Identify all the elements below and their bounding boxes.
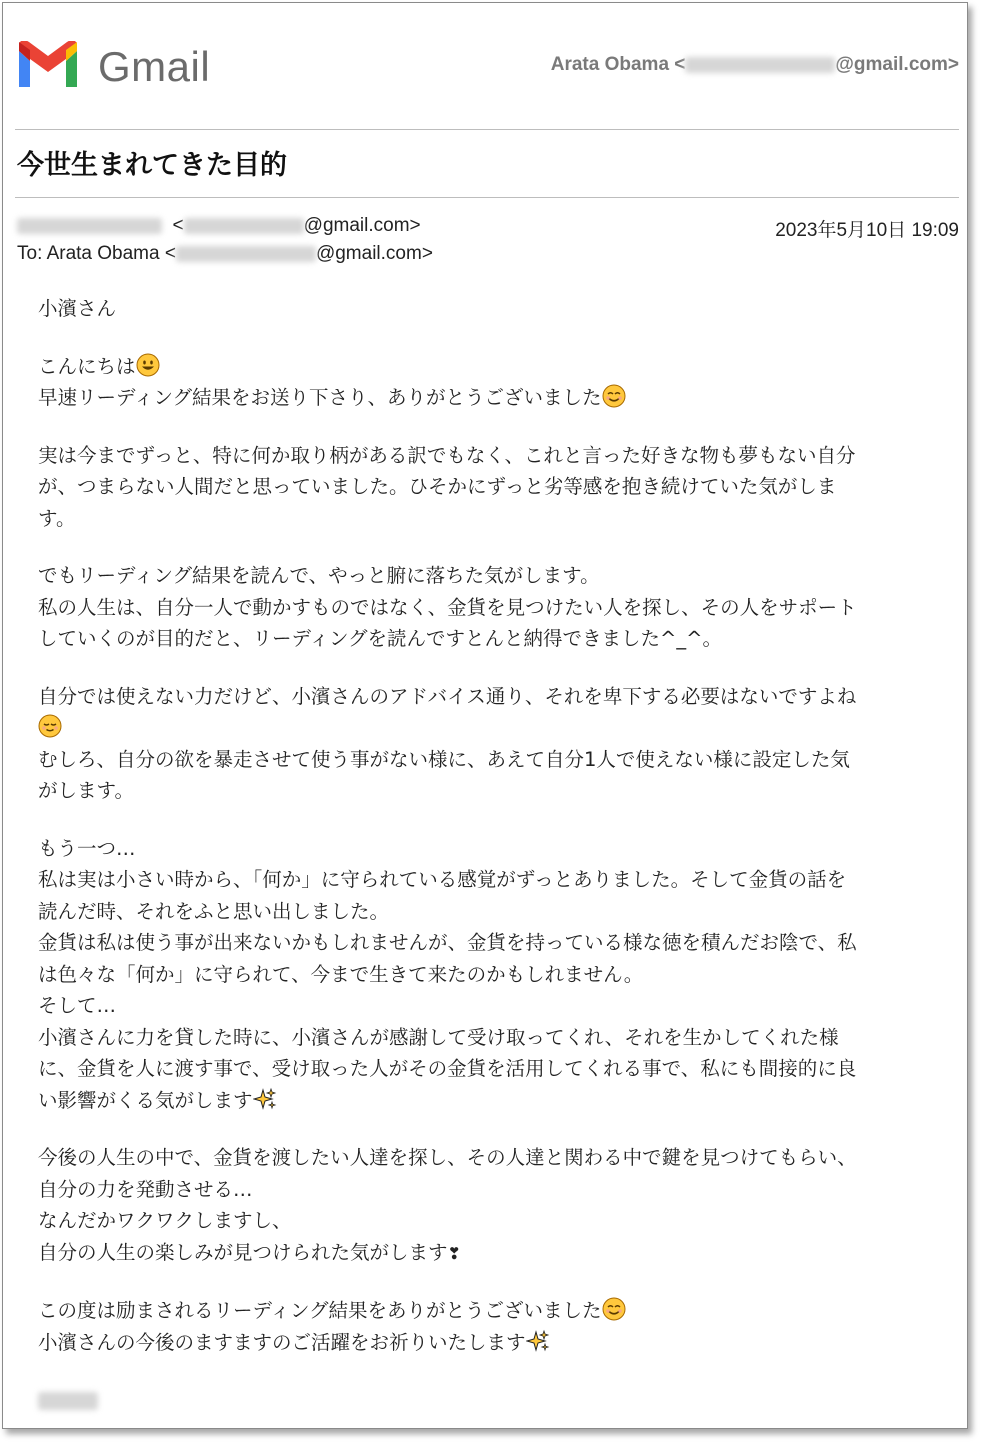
sparkles-emoji-icon (526, 1329, 550, 1353)
account-identity (551, 54, 959, 76)
sender-line (17, 215, 959, 241)
body-line: 早速リーディング結果をお送り下さり、ありがとうございました (38, 382, 943, 414)
paragraph-4: 自分では使えない力だけど、小濱さんのアドバイス通り、それを卑下する必要はないですよね むしろ、自分の欲を暴走させて使う事がない様に、あえて自分1人で使えない様に設定した気 がします。 (38, 681, 943, 807)
emoji-line (38, 712, 943, 744)
body-line: この度は励まされるリーディング結果をありがとうございました (38, 1295, 943, 1327)
recipient-line (17, 243, 959, 265)
sender-bracket: < (167, 215, 184, 236)
account-name: Arata Obama < (550, 54, 686, 75)
email-date: 2023年5月10日 19:09 (775, 220, 959, 241)
body-line: 小濱さんの今後のますますのご活躍をお祈りいたします (38, 1327, 943, 1359)
paragraph-7 (38, 1295, 943, 1358)
paragraph-2: 実は今までずっと、特に何か取り柄がある訳でもなく、これと言った好きな物も夢もない自分 が、つまらない人間だと思っていました。ひそかにずっと劣等感を抱き続けていた気がしま す。 (38, 443, 856, 530)
relieved-face-emoji-icon (38, 714, 62, 738)
recipient-domain: @gmail.com> (315, 243, 433, 264)
body-line: 自分の人生の楽しみが見つけられた気がします❣ (38, 1240, 461, 1264)
email-body (38, 293, 943, 1416)
sparkles-emoji-icon (253, 1087, 277, 1111)
email-print-view (2, 2, 968, 1429)
paragraph-3: でもリーディング結果を読んで、やっと腑に落ちた気がします。 私の人生は、自分一人で動かすものではなく、金貨を見つけたい人を探し、その人をサポート していくのが目的だと、リーディングを読んですとんと納得できました^_^。 (38, 564, 857, 650)
smiling-face-emoji-icon (602, 1297, 626, 1321)
redacted-signature-name (38, 1392, 98, 1410)
recipient-label: To: Arata Obama < (17, 243, 176, 264)
divider (15, 129, 959, 130)
body-line: こんにちは (38, 351, 943, 383)
gmail-logo-icon (15, 41, 81, 91)
body-line: い影響がくる気がします (38, 1085, 943, 1117)
redacted-recipient-email (176, 246, 316, 262)
paragraph-1 (38, 351, 943, 414)
redacted-signature (38, 1384, 943, 1416)
greeting: 小濱さん (38, 297, 117, 320)
heart-exclamation: ❣ (447, 1243, 461, 1263)
paragraph-5: もう一つ… 私は実は小さい時から、「何か」に守られている感覚がずっとありました。そして金貨の話を 読んだ時、それをふと思い出しました。 金貨は私は使う事が出来ないかもしれませんが、金貨を持っている様な徳を積んだお陰で、私 は色々な「何か」に守られて、今まで生きて来たのかもしれません。 そして… 小濱さんに力を貸した時に、小濱さんが感謝して受け取ってくれ、それを生かしてくれた様 に、金貨を人に渡す事で、受け取った人がその金貨を活用してくれる事で、私にも間接的に良 い影響がくる気がします (38, 833, 943, 1117)
grinning-face-emoji-icon (136, 353, 160, 377)
redacted-sender-email (184, 218, 304, 234)
account-domain: @gmail.com> (835, 54, 959, 75)
redacted-email (685, 57, 835, 73)
redacted-sender-name (17, 218, 162, 234)
paragraph-6: 今後の人生の中で、金貨を渡したい人達を探し、その人達と関わる中で鍵を見つけてもらい、 自分の力を発動させる… なんだかワクワクしますし、 自分の人生の楽しみが見つけられた気がします❣ (38, 1142, 943, 1269)
smiling-face-emoji-icon (602, 384, 626, 408)
print-header (15, 37, 959, 97)
sender-domain: @gmail.com> (303, 215, 421, 236)
email-subject: 今世生まれてきた目的 (17, 150, 287, 181)
gmail-wordmark: Gmail (98, 43, 211, 90)
divider (15, 197, 959, 198)
